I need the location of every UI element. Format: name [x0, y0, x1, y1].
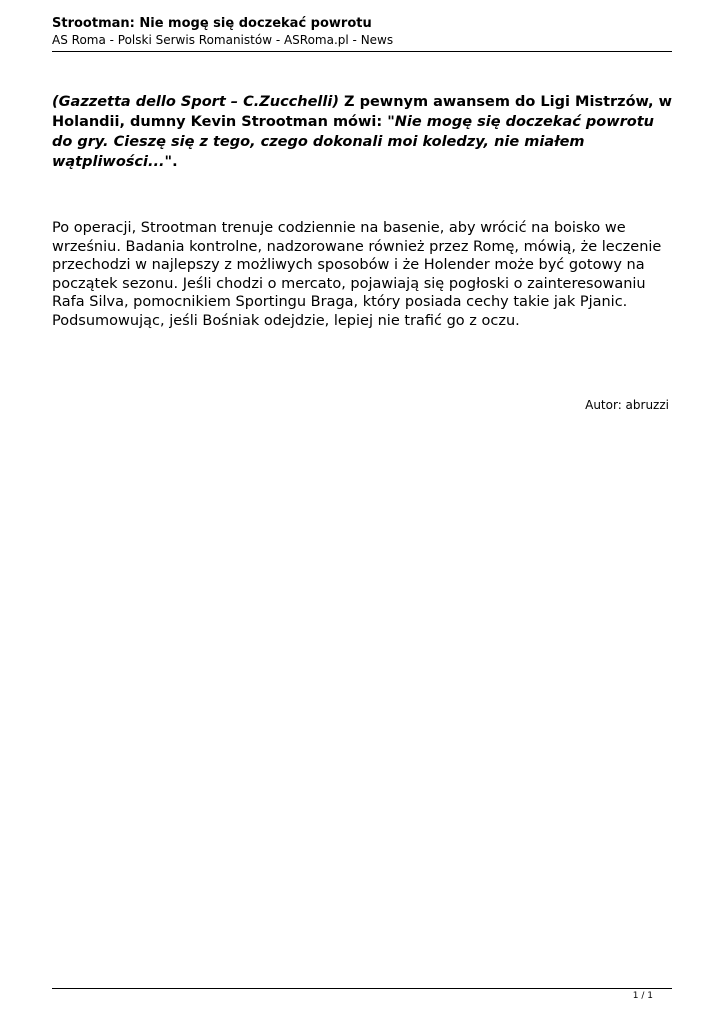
article-title: Strootman: Nie mogę się doczekać powrotu [52, 16, 372, 31]
author-line: Autor: abruzzi [585, 398, 669, 412]
lead-closing: ". [164, 154, 178, 170]
footer-divider [52, 988, 672, 989]
lead-paragraph [52, 92, 672, 172]
lead-source: (Gazzetta dello Sport – C.Zucchelli) [52, 94, 339, 110]
lead-quote: Nie mogę się doczekać powrotu do gry. Cieszę się z tego, czego dokonali moi koledzy, nie miałem wątpliwości... [52, 114, 654, 170]
page-header [52, 15, 672, 49]
page-number: 1 / 1 [632, 991, 653, 1001]
lead-intro: Z pewnym awansem do Ligi Mistrzów, w Holandii, dumny Kevin Strootman mówi: " [52, 94, 672, 130]
header-divider [52, 51, 672, 52]
site-name: AS Roma - Polski Serwis Romanistów - ASRoma.pl - News [52, 33, 394, 47]
body-paragraph: Po operacji, Strootman trenuje codziennie na basenie, aby wrócić na boisko we wrześniu. Badania kontrolne, nadzorowane również przez Romę, mówią, że leczenie przechodzi w najlepszy z możliwych sposobów i że Holender może być gotowy na początek sezonu. Jeśli chodzi o mercato, pojawiają się pogłoski o zainteresowaniu Rafa Silva, pomocnikiem Sportingu Braga, który posiada cechy takie jak Pjanic. Podsumowując, jeśli Bośniak odejdzie, lepiej nie trafić go z oczu. [52, 220, 662, 329]
